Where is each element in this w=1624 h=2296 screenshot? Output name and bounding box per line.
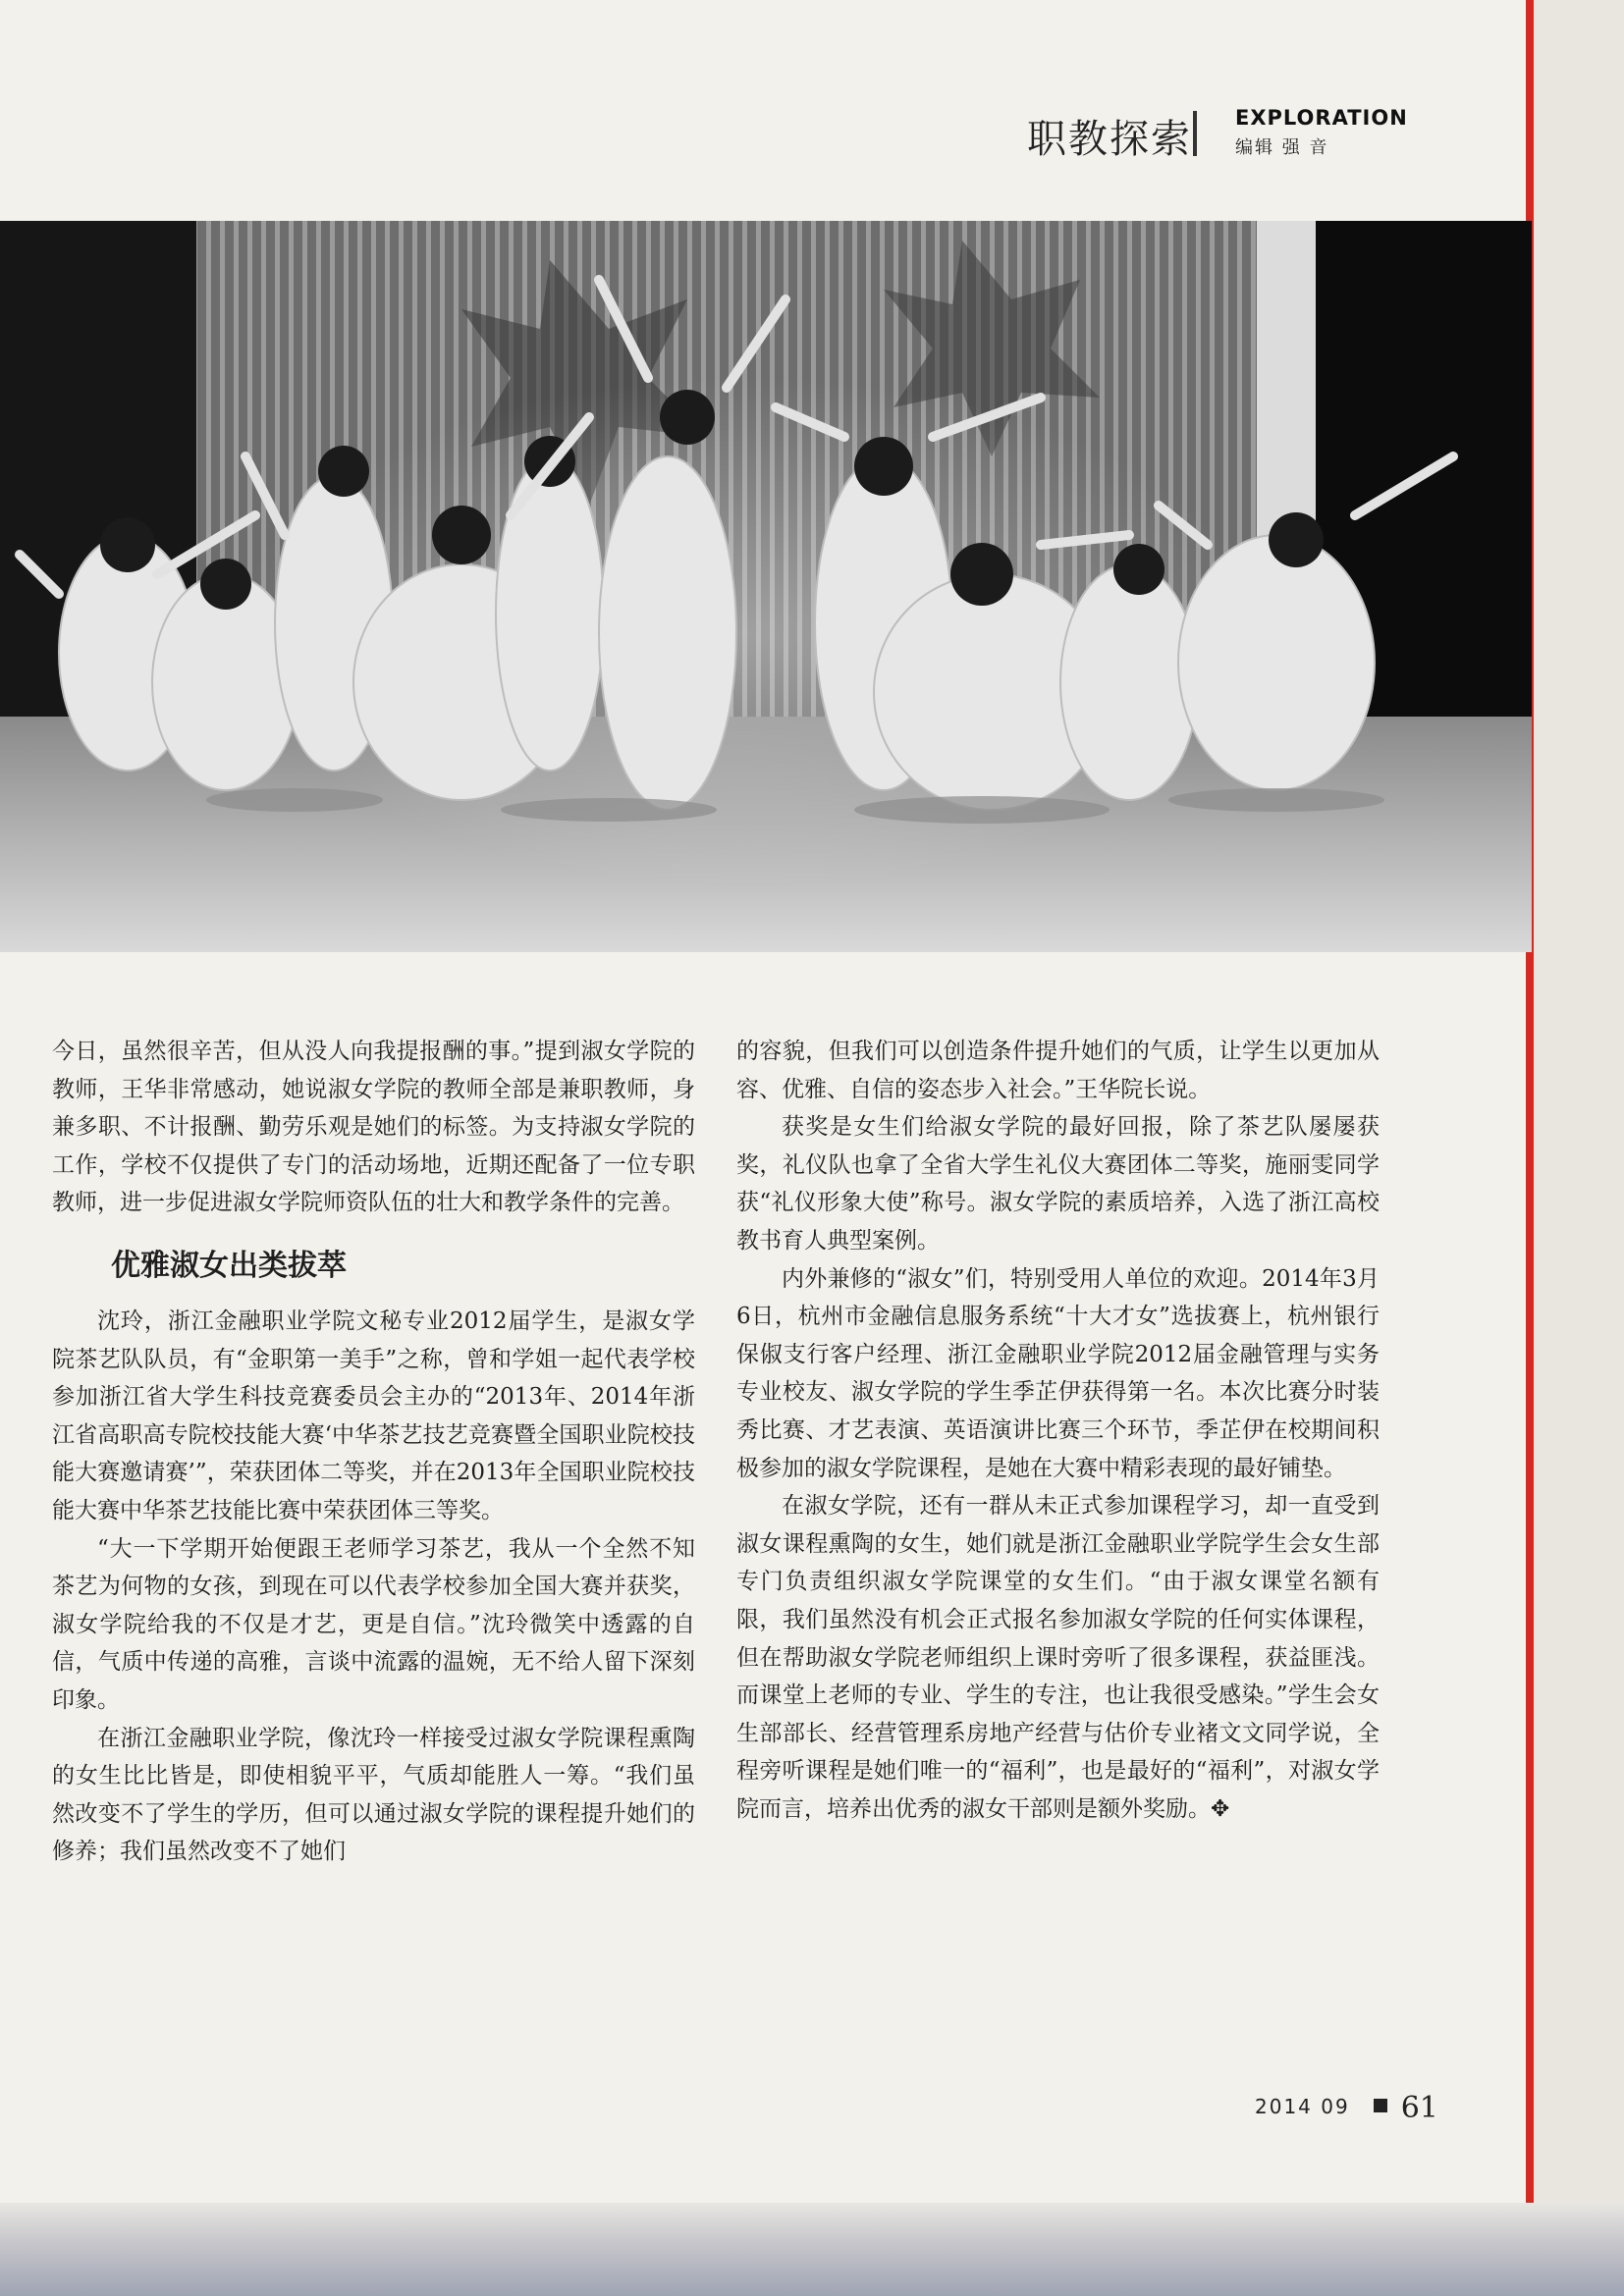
end-mark-icon: ✥ (1211, 1795, 1230, 1822)
photo-dancers-icon (0, 221, 1532, 952)
section-title: 职教探索 (1027, 117, 1192, 162)
scan-bottom-band (0, 2203, 1624, 2296)
issue-date: 2014 09 (1255, 2095, 1350, 2118)
paragraph: 内外兼修的“淑女”们，特别受用人单位的欢迎。2014年3月6日，杭州市金融信息服务系统“十大才女”选拔赛上，杭州银行保俶支行客户经理、浙江金融职业学院2012届金融管理与实务专业校友、淑女学院的学生季芷伊获得第一名。本次比赛分时装秀比赛、才艺表演、英语演讲比赛三个环节，季芷伊在校期间积极参加的淑女学院课程，是她在大赛中精彩表现的最好铺垫。 (736, 1265, 1380, 1481)
left-text-column (52, 1033, 695, 1871)
editor-credit: 编辑 强 音 (1235, 137, 1329, 158)
page-edge (1526, 0, 1624, 2296)
square-bullet-icon (1374, 2099, 1387, 2112)
paragraph: “大一下学期开始便跟王老师学习茶艺，我从一个全然不知茶艺为何物的女孩，到现在可以代表学校参加全国大赛并获奖，淑女学院给我的不仅是才艺，更是自信。”沈玲微笑中透露的自信，气质中传递的高雅，言谈中流露的温婉，无不给人留下深刻印象。 (52, 1535, 695, 1713)
header-divider (1193, 111, 1197, 156)
dance-performance-photo (0, 221, 1532, 952)
page-number: 61 (1400, 2091, 1438, 2125)
paragraph: 沈玲，浙江金融职业学院文秘专业2012届学生，是淑女学院茶艺队队员，有“金职第一美手”之称，曾和学姐一起代表学校参加浙江省大学生科技竞赛委员会主办的“2013年、2014年浙江省高职高专院校技能大赛‘中华茶艺技艺竞赛暨全国职业院校技能大赛邀请赛’”，荣获团体二等奖，并在2013年全国职业院校技能大赛中华茶艺技能比赛中荣获团体三等奖。 (52, 1308, 695, 1523)
paragraph: 在浙江金融职业学院，像沈玲一样接受过淑女学院课程熏陶的女生比比皆是，即使相貌平平，气质却能胜人一筹。“我们虽然改变不了学生的学历，但可以通过淑女学院的课程提升她们的修养；我们虽然改变不了她们 (52, 1725, 695, 1865)
paragraph: 获奖是女生们给淑女学院的最好回报，除了茶艺队屡屡获奖，礼仪队也拿了全省大学生礼仪大赛团体二等奖，施丽雯同学获“礼仪形象大使”称号。淑女学院的素质培养，入选了浙江高校教书育人典型案例。 (736, 1114, 1380, 1254)
page-footer (1255, 2091, 1438, 2125)
right-text-column (736, 1033, 1380, 1828)
paragraph: 今日，虽然很辛苦，但从没人向我提报酬的事。”提到淑女学院的教师，王华非常感动，她说淑女学院的教师全部是兼职教师，身兼多职、不计报酬、勤劳乐观是她们的标签。为支持淑女学院的工作，学校不仅提供了专门的活动场地，近期还配备了一位专职教师，进一步促进淑女学院师资队伍的壮大和教学条件的完善。 (52, 1039, 695, 1216)
paragraph (736, 1487, 1380, 1828)
paragraph: 的容貌，但我们可以创造条件提升她们的气质，让学生以更加从容、优雅、自信的姿态步入社会。”王华院长说。 (736, 1039, 1380, 1102)
subheading: 优雅淑女出类拔萃 (111, 1248, 347, 1283)
paragraph-text: 在淑女学院，还有一群从未正式参加课程学习，却一直受到淑女课程熏陶的女生，她们就是浙江金融职业学院学生会女生部专门负责组织淑女学院课堂的女生们。“由于淑女课堂名额有限，我们虽然没有机会正式报名参加淑女学院的任何实体课程，但在帮助淑女学院老师组织上课时旁听了很多课程，获益匪浅。而课堂上老师的专业、学生的专注，也让我很受感染。”学生会女生部部长、经营管理系房地产经营与估价专业褚文文同学说，全程旁听课程是她们唯一的“福利”，也是最好的“福利”，对淑女学院而言，培养出优秀的淑女干部则是额外奖励。 (736, 1493, 1380, 1822)
section-title-english: EXPLORATION (1235, 106, 1408, 130)
